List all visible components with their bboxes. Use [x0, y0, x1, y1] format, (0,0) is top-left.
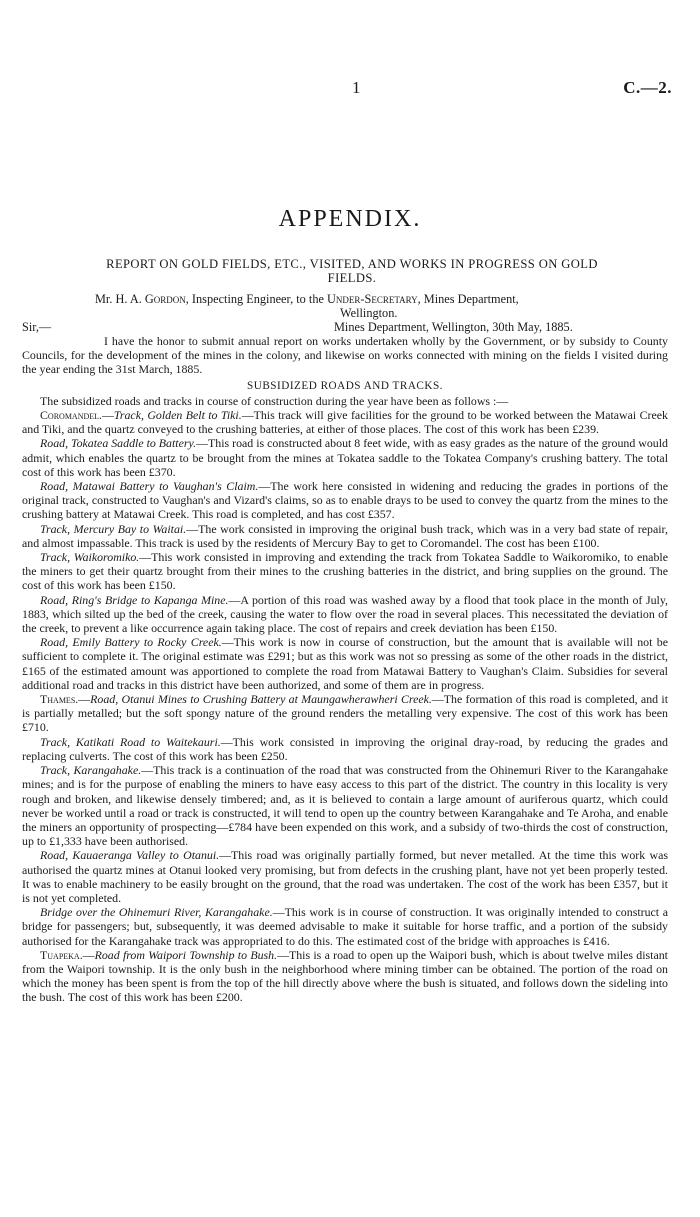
work-title: Road, Kauaeranga Valley to Otanui. [40, 848, 220, 863]
work-paragraph [22, 408, 668, 436]
work-title: Track, Katikati Road to Waitekauri. [40, 734, 221, 749]
work-description: —This track is a continuation of the road that was constructed from the Ohinemuri River to the Karangahake mines; and is for the purpose of enabling the miners to have easy access to this part of the district. The country in this locality is very rough and broken, and likewise densely timbered; and, as it is believed to contain a large amount of auriferous quartz, which could never be worked until a road or track is constructed, it will tend to open up the country between Karangahake and Te Aroha, and enable the miners an opportunity of prospecting—£784 have been expended on this work, and a subsidy of two-thirds the cost of construction, up to £1,333 have been authorised. [22, 763, 668, 849]
report-title: REPORT ON GOLD FIELDS, ETC., VISITED, AND WORKS IN PROGRESS ON GOLD FIELDS. [106, 257, 598, 285]
works-list [22, 408, 668, 1005]
work-title: Track, Mercury Bay to Waitai. [40, 521, 187, 536]
work-paragraph [22, 550, 668, 593]
section-intro: The subsidized roads and tracks in course of construction during the year have been as follows :— [40, 393, 509, 408]
work-description: —This work consisted in improving the original dray-road, by reducing the grades and replacing culverts. The cost of this work has been £250. [22, 734, 668, 763]
page-number: 1 [352, 78, 361, 97]
work-description: —This track will give facilities for the ground to be worked between the Matawai Creek and Tiki, and the quartz conveyed to the crushing batteries, at either of those places. The cost of this work has been £239. [22, 408, 668, 437]
address-part: Mr. H. A. [95, 292, 145, 306]
work-title: Road, Emily Battery to Rocky Creek. [40, 635, 222, 650]
work-title: Road, Ring's Bridge to Kapanga Mine. [40, 592, 229, 607]
work-description: —This work consisted in improving and extending the track from Tokatea Saddle to Waikoromiko, to enable the miners to get their quartz brought from their mines to the crushing batteries in the district, and bring supplies on the ground. The cost of this work has been £150. [22, 550, 668, 593]
work-title: Road, Tokatea Saddle to Battery. [40, 436, 197, 451]
work-title: Road from Waipori Township to Bush. [94, 947, 278, 962]
report-body [22, 334, 668, 1005]
region-label: Coromandel.— [40, 408, 114, 423]
work-paragraph [22, 848, 668, 905]
place-date: Mines Department, Wellington, 30th May, 1885. [334, 320, 573, 334]
paper-reference: C.—2. [623, 78, 672, 97]
work-paragraph [22, 635, 668, 692]
address-recipient: Under-Secretary [327, 292, 418, 306]
work-paragraph [22, 735, 668, 763]
address-part: , Inspecting Engineer, to the [185, 292, 328, 306]
work-paragraph [22, 763, 668, 848]
work-title: Track, Golden Belt to Tiki. [113, 408, 242, 423]
work-description: —The formation of this road is completed, and it is partially metalled; but the soft spongy nature of the ground renders the metalling very expensive. The cost of this work has been £710. [22, 692, 668, 735]
work-description: —This work is in course of construction. It was originally intended to construct a bridge for passengers; but, subsequently, it was deemed advisable to make it suitable for horse traffic, and a portion of the subsidy authorised for the Karangahake track was appropriated to do this. The estimated cost of the bridge with approaches is £416. [22, 905, 669, 948]
work-description: —This is a road to open up the Waipori bush, which is about twelve miles distant from the Waipori township. It is the only bush in the neighborhood where mining timber can be obtained. The portion of the road on which the money has been spent is from the top of the hill directly above where the bush is situated, and follows down the sideling into the bush. The cost of this work has been £200. [22, 947, 668, 1005]
address-block [95, 292, 635, 320]
work-description: —This work is now in course of construction, but the amount that is available will not be sufficient to complete it. The original estimate was £291; but as this work was not so pressing as some of the other roads in the district, £165 of the estimated amount was apportioned to complete the road from Matawai Battery to Vaughan's Claim. Subsidies for several additional road and tracks in this district have been authorized, and some of them are in progress. [22, 635, 668, 692]
work-title: Bridge over the Ohinemuri River, Karangahake. [40, 905, 273, 920]
work-paragraph [22, 692, 668, 735]
work-title: Track, Karangahake. [40, 763, 142, 778]
salutation: Sir,— [22, 320, 52, 334]
work-description: —A portion of this road was washed away by a flood that took place in the month of July, 1883, which silted up the bed of the creek, causing the water to flow over the road in several places. This necessitated the deviation of the creek, to prevent a like occurrence again taking place. The cost of repairs and creek deviation has been £150. [22, 592, 669, 636]
address-part: , Mines Department, [417, 292, 519, 306]
work-description: —The work here consisted in widening and reducing the grades in portions of the original track, constructed to Vaughan's and Vizard's claims, so as to enable drays to be used to convey the quartz from the mines to the crushing battery at Matawai Creek. This road is completed, and has cost £357. [22, 479, 668, 522]
work-paragraph [22, 436, 668, 479]
work-description: —The work consisted in improving the original bush track, which was in a very bad state of repair, and almost impassable. This track is used by the residents of Mercury Bay to get to Coromandel. The cost has been £100. [22, 521, 668, 550]
address-city: Wellington. [340, 306, 398, 320]
work-paragraph [22, 593, 668, 636]
work-paragraph [22, 948, 668, 1005]
region-label: Thames.— [40, 692, 91, 707]
work-title: Track, Waikoromiko. [40, 550, 140, 565]
work-title: Road, Matawai Battery to Vaughan's Claim. [40, 479, 259, 494]
work-description: —This road was originally partially formed, but never metalled. At the time this work was authorised the quartz mines at Otanui looked very promising, but from defects in the crushing plant, have not yet been properly tested. It was to enable machinery to be easily brought on the ground, that the road was undertaken. The cost of the work has been £357, but it is not yet completed. [22, 848, 668, 905]
work-description: —This road is constructed about 8 feet wide, with as easy grades as the nature of the ground would admit, which enables the quartz to be brought from the mines at Tokatea saddle to the Tokatea Company's crushing battery. The total cost of this work has been £370. [22, 436, 668, 479]
appendix-title: APPENDIX. [278, 206, 422, 232]
region-label: Tuapeka.— [40, 947, 95, 962]
work-paragraph [22, 479, 668, 522]
address-name: Gordon [144, 292, 186, 306]
work-paragraph [22, 522, 668, 550]
work-paragraph [22, 905, 668, 948]
section-heading: SUBSIDIZED ROADS AND TRACKS. [247, 379, 443, 392]
work-title: Road, Otanui Mines to Crushing Battery at Maungawherawheri Creek. [90, 692, 432, 707]
intro-paragraph: I have the honor to submit annual report on works undertaken wholly by the Government, or by subsidy to County Councils, for the development of the mines in the colony, and likewise on works connected with mining on the fields I visited during the year ending the 31st March, 1885. [22, 334, 668, 377]
